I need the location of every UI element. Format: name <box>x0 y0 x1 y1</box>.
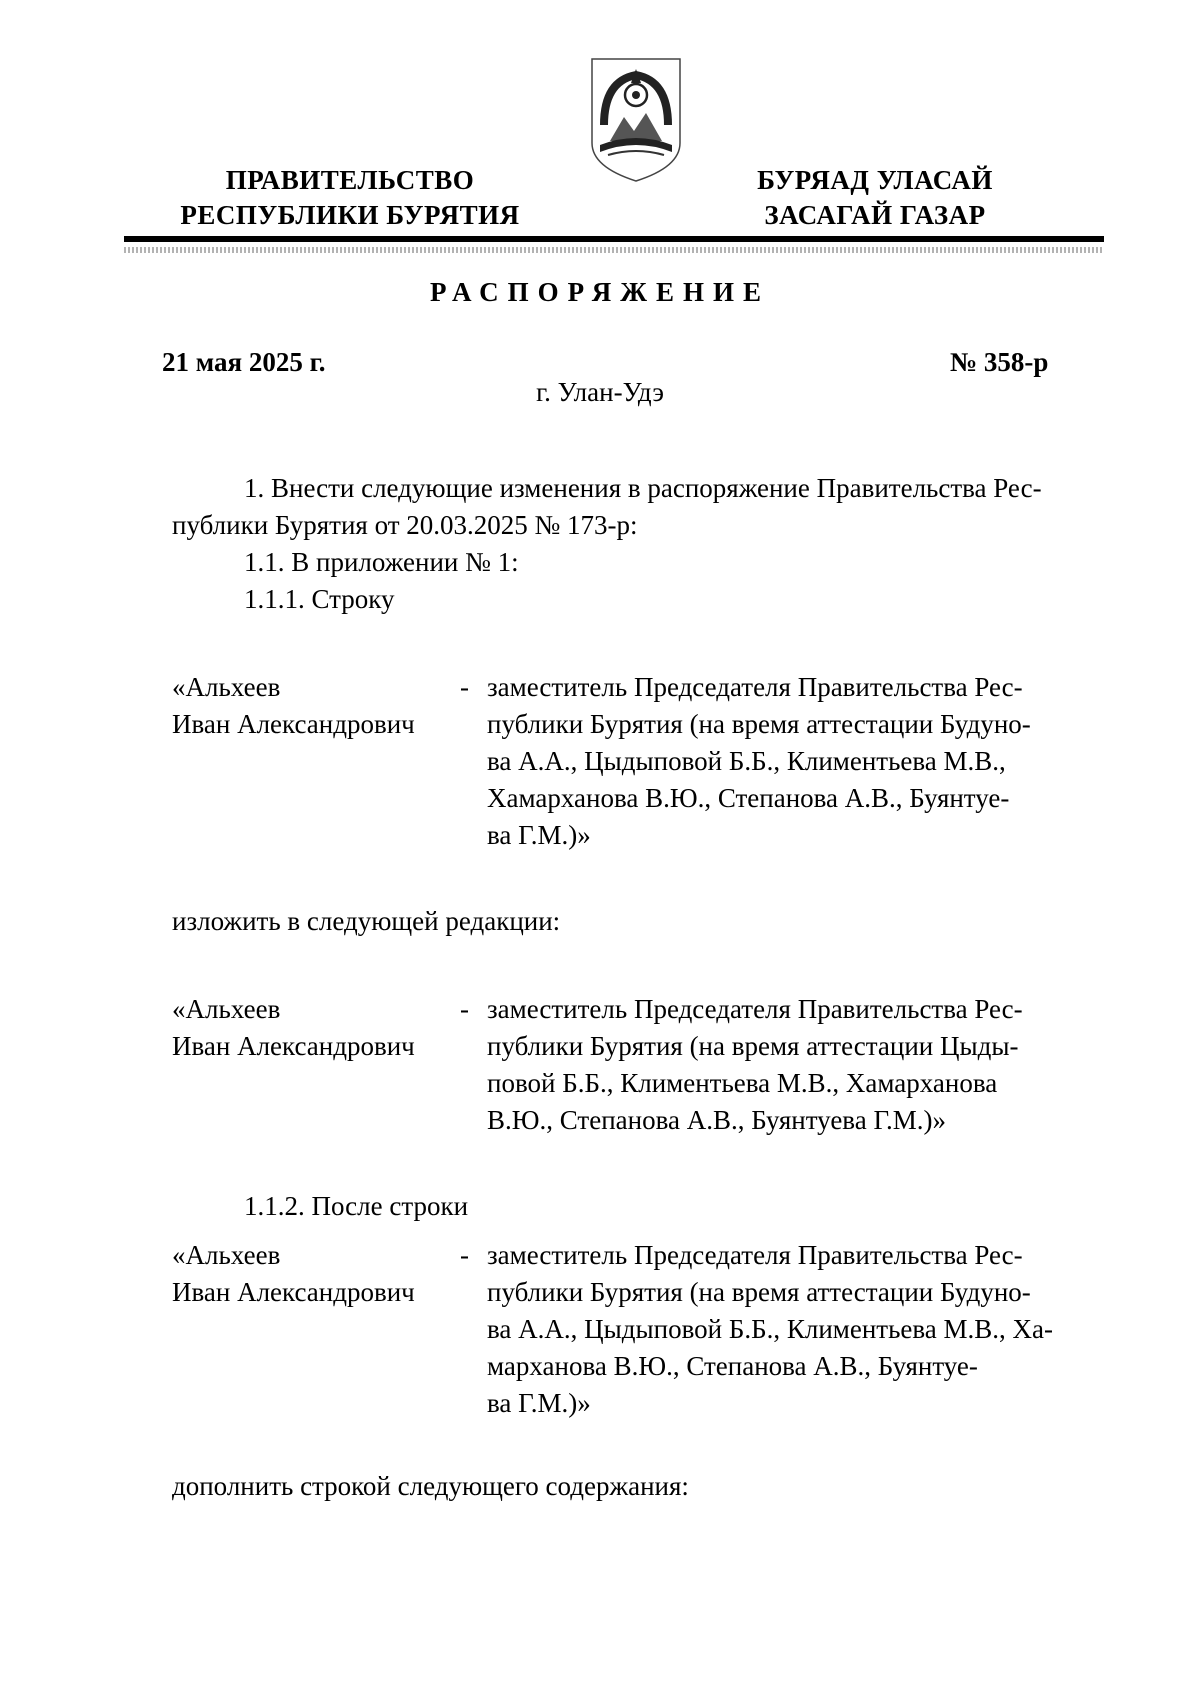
document-date: 21 мая 2025 г. <box>162 347 326 377</box>
entry-2-name <box>172 991 472 1065</box>
entry-3-desc-line: ва А.А., Цыдыповой Б.Б., Климентьева М.В., Ха- <box>487 1314 1054 1344</box>
entry-1-name <box>172 669 472 743</box>
entry-2-desc-line: публики Бурятия (на время аттестации Цыды- <box>487 1031 1019 1061</box>
paragraph-1-1-1: 1.1.1. Строку <box>244 584 395 614</box>
entry-3-dash: - <box>460 1240 469 1270</box>
paragraph-1-line2: публики Бурятия от 20.03.2025 № 173-р: <box>172 510 638 540</box>
entry-2-given-names: Иван Александрович <box>172 1031 415 1061</box>
entry-3-name <box>172 1237 472 1311</box>
paragraph-1-line1: 1. Внести следующие изменения в распоряжение Правительства Рес- <box>244 473 1042 503</box>
paragraph-edit-instruction: изложить в следующей редакции: <box>172 906 561 936</box>
entry-1-desc-line: заместитель Председателя Правительства Рес- <box>487 672 1023 702</box>
entry-3-given-names: Иван Александрович <box>172 1277 415 1307</box>
entry-3-desc-line: марханова В.Ю., Степанова А.В., Буянтуе- <box>487 1351 978 1381</box>
entry-1-description <box>487 669 1073 854</box>
paragraph-1-1: 1.1. В приложении № 1: <box>244 547 519 577</box>
entry-1-desc-line: Хамарханова В.Ю., Степанова А.В., Буянтуе- <box>487 783 1010 813</box>
org-name-buryat-line1: БУРЯАД УЛАСАЙ <box>757 165 993 195</box>
entry-1-desc-line: публики Бурятия (на время аттестации Будуно- <box>487 709 1031 739</box>
entry-2-surname: «Альхеев <box>172 994 281 1024</box>
entry-1-desc-line: ва Г.М.)» <box>487 820 591 850</box>
coat-of-arms-icon <box>588 55 684 185</box>
org-name-buryat <box>725 163 1025 233</box>
entry-1-desc-line: ва А.А., Цыдыповой Б.Б., Климентьева М.В., <box>487 746 1006 776</box>
document-title: РАСПОРЯЖЕНИЕ <box>429 277 771 307</box>
paragraph-1-1-2: 1.1.2. После строки <box>244 1191 469 1221</box>
entry-3-desc-line: заместитель Председателя Правительства Рес- <box>487 1240 1023 1270</box>
entry-1-given-names: Иван Александрович <box>172 709 415 739</box>
entry-1-surname: «Альхеев <box>172 672 281 702</box>
org-name-russian-line2: РЕСПУБЛИКИ БУРЯТИЯ <box>180 200 520 230</box>
header-divider-thick <box>124 236 1104 242</box>
org-name-buryat-line2: ЗАСАГАЙ ГАЗАР <box>764 200 986 230</box>
entry-2-desc-line: повой Б.Б., Климентьева М.В., Хамарханова <box>487 1068 998 1098</box>
document-city: г. Улан-Удэ <box>536 377 664 407</box>
org-name-russian <box>160 163 540 233</box>
entry-2-dash: - <box>460 994 469 1024</box>
entry-3-surname: «Альхеев <box>172 1240 281 1270</box>
entry-3-description <box>487 1237 1073 1422</box>
entry-2-desc-line: заместитель Председателя Правительства Рес- <box>487 994 1023 1024</box>
header-divider-thin <box>124 247 1104 253</box>
entry-3-desc-line: ва Г.М.)» <box>487 1388 591 1418</box>
document-number: № 358-р <box>950 347 1049 377</box>
entry-2-description <box>487 991 1073 1139</box>
paragraph-supplement-instruction: дополнить строкой следующего содержания: <box>172 1471 689 1501</box>
entry-3-desc-line: публики Бурятия (на время аттестации Будуно- <box>487 1277 1031 1307</box>
entry-1-dash: - <box>460 672 469 702</box>
org-name-russian-line1: ПРАВИТЕЛЬСТВО <box>225 165 475 195</box>
entry-2-desc-line: В.Ю., Степанова А.В., Буянтуева Г.М.)» <box>487 1105 946 1135</box>
